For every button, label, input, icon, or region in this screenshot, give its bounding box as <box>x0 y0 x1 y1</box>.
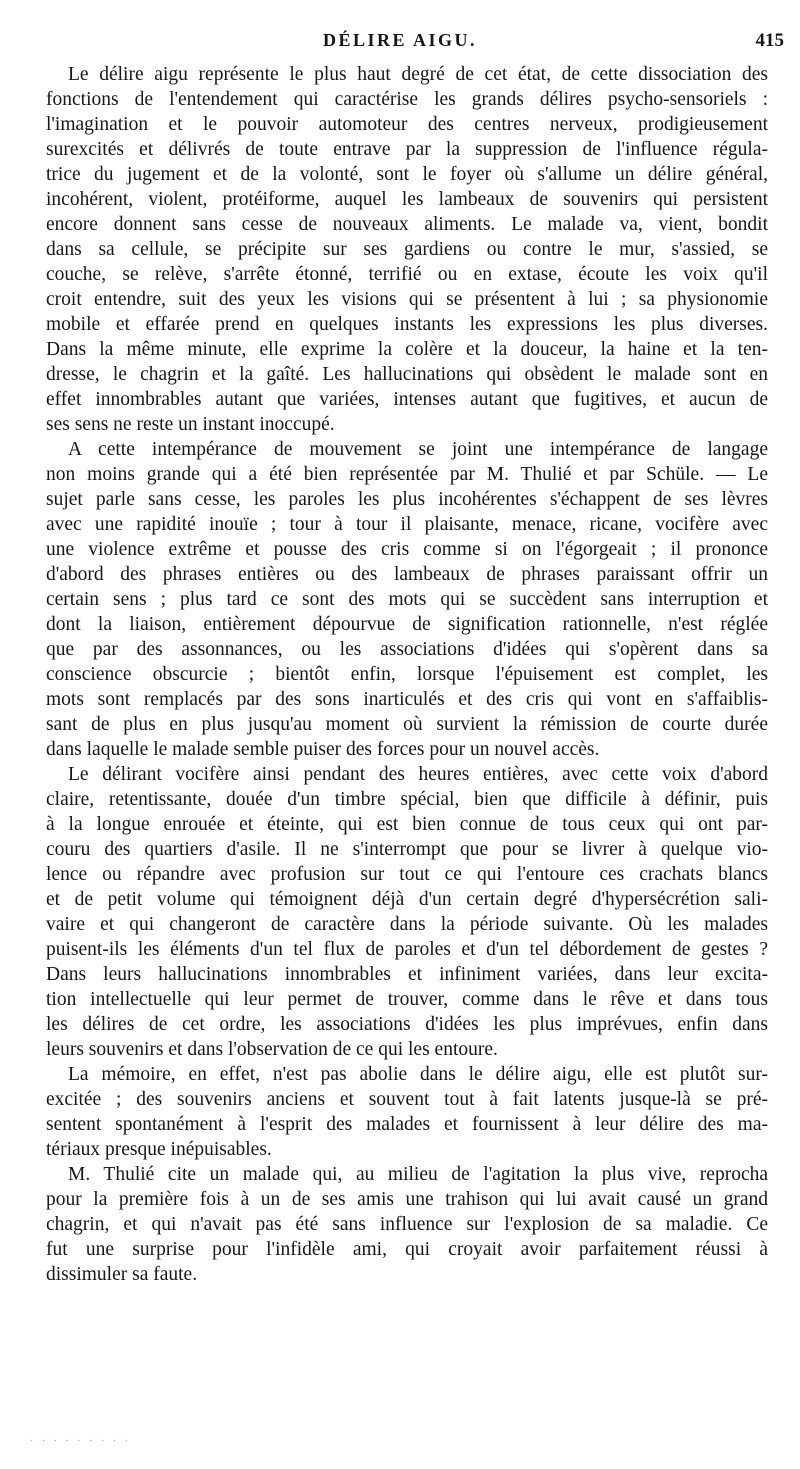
text-line: non moins grande qui a été bien représentée par M. Thulié et par Schüle. — Le <box>46 464 768 485</box>
text-line: lence ou répandre avec profusion sur tout ce qui l'entoure ces crachats blancs <box>46 864 768 885</box>
text-line: dans laquelle le malade semble puiser des forces pour un nouvel accès. <box>46 739 600 760</box>
text-line: les délires de cet ordre, les associations d'idées les plus imprévues, enfin dans <box>46 1014 768 1035</box>
text-line: fonctions de l'entendement qui caractérise les grands délires psycho-sensoriels : <box>46 89 768 110</box>
text-line: chagrin, et qui n'avait pas été sans influence sur l'explosion de sa maladie. Ce <box>46 1214 768 1235</box>
text-line: pour la première fois à un de ses amis une trahison qui lui avait causé un grand <box>46 1189 768 1210</box>
paragraph <box>46 762 768 1062</box>
text-line: M. Thulié cite un malade qui, au milieu de l'agitation la plus vive, reprocha <box>68 1164 768 1185</box>
text-line: surexcités et délivrés de toute entrave par la suppression de l'influence régula- <box>46 139 768 160</box>
text-line: une violence extrême et pousse des cris comme si on l'égorgeait ; il prononce <box>46 539 768 560</box>
text-line: ses sens ne reste un instant inoccupé. <box>46 414 335 435</box>
text-line: certain sens ; plus tard ce sont des mots qui se succèdent sans interruption et <box>46 589 768 610</box>
text-line: l'imagination et le pouvoir automoteur des centres nerveux, prodigieusement <box>46 114 768 135</box>
text-line: dissimuler sa faute. <box>46 1264 198 1285</box>
text-line: claire, retentissante, douée d'un timbre spécial, bien que difficile à définir, puis <box>46 789 768 810</box>
text-line: puisent-ils les éléments d'un tel flux de paroles et d'un tel débordement de gestes ? <box>46 939 768 960</box>
text-line: sujet parle sans cesse, les paroles les plus incohérentes s'échappent de ses lèvres <box>46 489 768 510</box>
paragraph <box>46 62 768 437</box>
text-line: et de petit volume qui témoignent déjà d'un certain degré d'hypersécrétion sali- <box>46 889 768 910</box>
text-line: Dans la même minute, elle exprime la colère et la douceur, la haine et la ten- <box>46 339 768 360</box>
text-line: mobile et effarée prend en quelques instants les expressions les plus diverses. <box>46 314 768 335</box>
running-title: DÉLIRE AIGU. <box>322 30 478 50</box>
text-line: effet innombrables autant que variées, intenses autant que fugitives, et aucun de <box>46 389 768 410</box>
text-line: couru des quartiers d'asile. Il ne s'interrompt que pour se livrer à quelque vio- <box>46 839 768 860</box>
text-line: tériaux presque inépuisables. <box>46 1139 272 1160</box>
text-line: incohérent, violent, protéiforme, auquel les lambeaux de souvenirs qui persistent <box>46 189 768 210</box>
text-line: conscience obscurcie ; bientôt enfin, lorsque l'épuisement est complet, les <box>46 664 768 685</box>
text-line: A cette intempérance de mouvement se joint une intempérance de langage <box>68 439 768 460</box>
text-line: croit entendre, suit des yeux les visions qui se présentent à lui ; sa physionomie <box>46 289 768 310</box>
paragraph <box>46 1062 768 1162</box>
text-line: mots sont remplacés par des sons inarticulés et des cris qui vont en s'affaiblis- <box>46 689 768 710</box>
text-line: trice du jugement et de la volonté, sont le foyer où s'allume un délire général, <box>46 164 768 185</box>
text-line: La mémoire, en effet, n'est pas abolie dans le délire aigu, elle est plutôt sur- <box>68 1064 768 1085</box>
text-line: d'abord des phrases entières ou des lambeaux de phrases paraissant offrir un <box>46 564 768 585</box>
text-line: Dans leurs hallucinations innombrables et infiniment variées, dans leur excita- <box>46 964 768 985</box>
text-line: leurs souvenirs et dans l'observation de ce qui les entoure. <box>46 1039 498 1060</box>
text-line: dont la liaison, entièrement dépourvue de signification rationnelle, n'est réglée <box>46 614 768 635</box>
page-number: 415 <box>755 30 784 51</box>
text-line: à la longue enrouée et éteinte, qui est bien connue de tous ceux qui ont par- <box>46 814 768 835</box>
paragraph <box>46 1162 768 1287</box>
text-line: Le délire aigu représente le plus haut degré de cet état, de cette dissociation des <box>68 64 768 85</box>
text-line: fut une surprise pour l'infidèle ami, qui croyait avoir parfaitement réussi à <box>46 1239 768 1260</box>
text-line: excitée ; des souvenirs anciens et souvent tout à fait latents jusque-là se pré- <box>46 1089 768 1110</box>
text-line: encore donnent sans cesse de nouveaux aliments. Le malade va, vient, bondit <box>46 214 768 235</box>
text-line: sant de plus en plus jusqu'au moment où survient la rémission de courte durée <box>46 714 768 735</box>
text-line: couche, se relève, s'arrête étonné, terrifié ou en extase, écoute les voix qu'il <box>46 264 768 285</box>
text-line: dresse, le chagrin et la gaîté. Les hallucinations qui obsèdent le malade sont en <box>46 364 768 385</box>
paragraph <box>46 437 768 762</box>
body-text <box>46 62 768 1287</box>
text-line: avec une rapidité inouïe ; tour à tour il plaisante, menace, ricane, vocifère avec <box>46 514 768 535</box>
text-line: tion intellectuelle qui leur permet de trouver, comme dans le rêve et dans tous <box>46 989 768 1010</box>
text-line: sentent spontanément à l'esprit des malades et fournissent à leur délire des ma- <box>46 1114 768 1135</box>
scan-artifact-marks: · · · · · · · · · <box>30 1436 131 1447</box>
text-line: vaire et qui changeront de caractère dans la période suivante. Où les malades <box>46 914 768 935</box>
text-line: que par des assonnances, ou les associations d'idées qui s'opèrent dans sa <box>46 639 768 660</box>
text-line: dans sa cellule, se précipite sur ses gardiens ou contre le mur, s'assied, se <box>46 239 768 260</box>
text-line: Le délirant vocifère ainsi pendant des heures entières, avec cette voix d'abord <box>68 764 768 785</box>
